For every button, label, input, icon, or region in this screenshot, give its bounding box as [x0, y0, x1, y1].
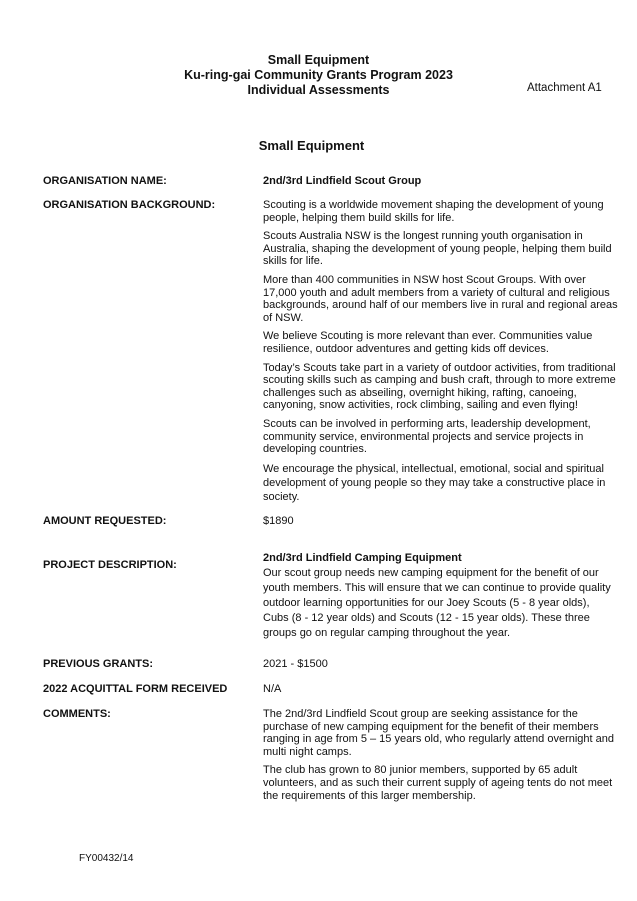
background-paragraph: Scouting is a worldwide movement shaping the development of young people, helping them build skills for life. [263, 199, 604, 224]
acquittal-form-value: N/A [263, 683, 282, 695]
project-title: 2nd/3rd Lindfield Camping Equipment [263, 552, 462, 564]
org-background-value [263, 199, 618, 510]
previous-grants-value: 2021 - $1500 [263, 658, 328, 670]
project-description-label: PROJECT DESCRIPTION: [43, 559, 177, 571]
document-reference: FY00432/14 [79, 853, 134, 864]
header-program: Ku-ring-gai Community Grants Program 2023 [184, 68, 453, 82]
header-title: Small Equipment [267, 53, 370, 67]
org-background-label: ORGANISATION BACKGROUND: [43, 199, 216, 211]
comments-paragraph: The club has grown to 80 junior members, supported by 65 adult volunteers, and as such their current supply of ageing tents do not meet the requirements of this larger membership. [263, 764, 613, 802]
project-description-value [263, 551, 618, 641]
comments-value [263, 708, 618, 808]
org-name-label: ORGANISATION NAME: [43, 175, 167, 187]
background-paragraph: We believe Scouting is more relevant than ever. Communities value resilience, outdoor adventures and getting kids off devices. [263, 330, 593, 355]
previous-grants-label: PREVIOUS GRANTS: [43, 658, 154, 670]
background-paragraph: We encourage the physical, intellectual, emotional, social and spiritual development of young people so they may take a constructive place in society. [263, 462, 606, 503]
section-title: Small Equipment [258, 138, 365, 153]
comments-label: COMMENTS: [43, 708, 111, 720]
background-paragraph: More than 400 communities in NSW host Scout Groups. With over 17,000 youth and adult members from a variety of cultural and religious backgrounds, around half of our members live in rural and regional areas of NSW. [263, 273, 618, 324]
project-text: Our scout group needs new camping equipment for the benefit of our youth members. This will ensure that we can continue to provide quality outdoor learning opportunities for our Joey Scouts (5 - 8 year olds), Cubs (8 - 12 year olds) and Scouts (12 - 15 year olds). These three groups go on regular camping throughout the year. [263, 567, 611, 639]
attachment-label: Attachment A1 [527, 82, 602, 94]
org-name-value: 2nd/3rd Lindfield Scout Group [263, 175, 422, 187]
acquittal-form-label: 2022 ACQUITTAL FORM RECEIVED [43, 683, 228, 695]
header-subtitle: Individual Assessments [247, 83, 390, 97]
comments-paragraph: The 2nd/3rd Lindfield Scout group are seeking assistance for the purchase of new camping equipment for the benefit of their members ranging in age from 5 – 15 years old, who regularly attend overnight and multi night camps. [263, 708, 614, 758]
background-paragraph: Scouts can be involved in performing arts, leadership development, community service, environmental projects and service projects in developing countries. [263, 417, 591, 456]
background-paragraph: Today’s Scouts take part in a variety of outdoor activities, from traditional scouting skills such as camping and bush craft, through to more extreme challenges such as abseiling, overnight hiking, rafting, canoeing, canyoning, snow activities, rock climbing, sailing and even flying! [263, 361, 616, 412]
background-paragraph: Scouts Australia NSW is the longest running youth organisation in Australia, shaping the development of young people, helping them build skills for life. [263, 230, 612, 268]
amount-requested-label: AMOUNT REQUESTED: [43, 515, 167, 527]
amount-requested-value: $1890 [263, 515, 294, 527]
